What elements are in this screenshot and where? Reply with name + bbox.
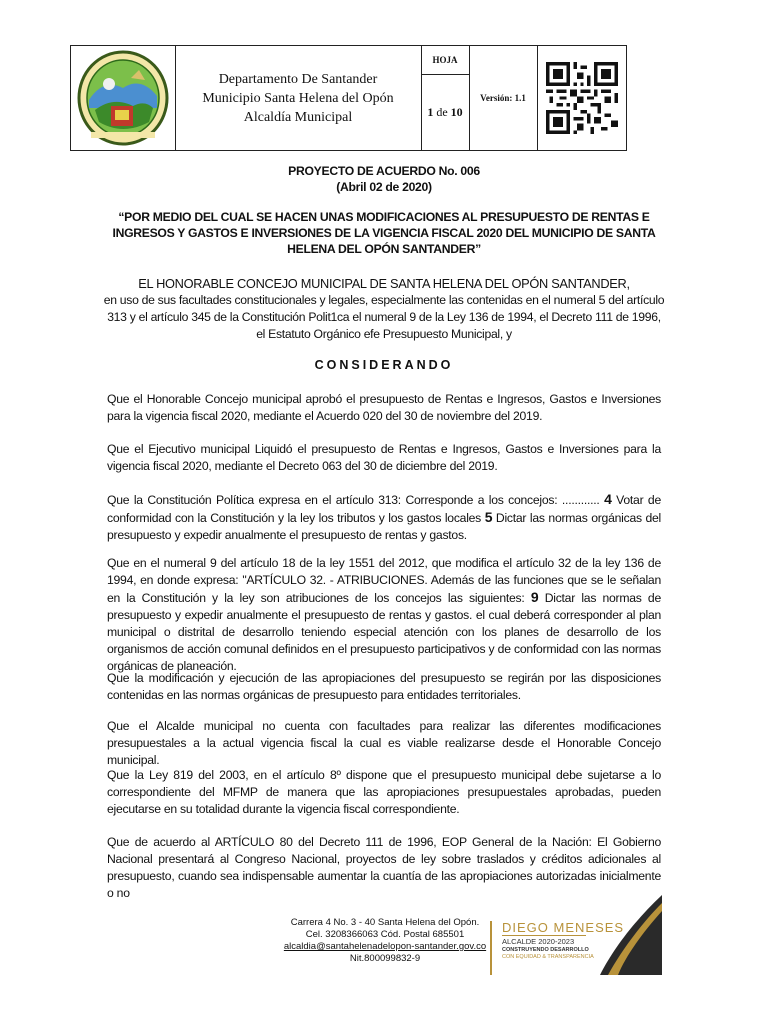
- sheet-label: HOJA: [421, 46, 469, 75]
- footer-address: Carrera 4 No. 3 - 40 Santa Helena del Opón.: [290, 917, 480, 928]
- paragraph-5: Que la modificación y ejecución de las apropiaciones del presupuesto se regirán por las disposiciones contenidas en las normas orgánicas de presupuesto para entidades territoriales.: [107, 671, 661, 702]
- paragraph-7: Que la Ley 819 del 2003, en el artículo 8º dispone que el presupuesto municipal debe sujetarse a lo correspondiente del MFMP de manera que las apropiaciones presupuestales aprobadas, pueden ejecutarse en su totalidad durante la vigencia fiscal correspondiente.: [107, 768, 661, 816]
- page-indicator: [421, 74, 469, 150]
- municipal-seal-cell: [71, 46, 176, 150]
- paragraph-3-num-4: 4: [604, 491, 612, 507]
- paragraph-4: [107, 555, 661, 675]
- preamble-line-4: el Estatuto Orgánico efe Presupuesto Municipal, y: [256, 327, 512, 341]
- considerando-heading: CONSIDERANDO: [314, 358, 454, 372]
- paragraph-3-num-5: 5: [484, 509, 493, 525]
- page-of: de: [436, 104, 448, 119]
- paragraph-4-text-a: Que en el numeral 9 del artículo 18 de la ley 1551 del 2012, que modifica el artículo 32 de la ley 136 de 1994, en donde expresa: "ARTÍCULO 32. - ATRIBUCIONES. Además de las funciones que se le señalan en la Constitución y la ley son atribuciones de los concejos las siguientes:: [107, 556, 661, 605]
- header-office: Alcaldía Municipal: [243, 109, 353, 125]
- paragraph-1: Que el Honorable Concejo municipal aprobó el presupuesto de Rentas e Ingresos, Gastos e Inversiones para la vigencia fiscal 2020, mediante el Acuerdo 020 del 30 de noviembre del 2019.: [107, 392, 661, 423]
- municipal-seal-icon: [73, 48, 173, 148]
- paragraph-8: Que de acuerdo al ARTÍCULO 80 del Decreto 111 de 1996, EOP General de la Nación: El Gobierno Nacional presentará al Congreso Nacional, proyectos de ley sobre traslados y créditos adicionales al presupuesto, cuando sea indispensable aumentar la cuantía de las apropiaciones autorizadas inicialmente o no: [107, 835, 661, 900]
- paragraph-3-text-a: Que la Constitución Política expresa en el artículo 313: Corresponde a los concejos: ............: [107, 493, 605, 507]
- header-title-cell: [175, 46, 422, 150]
- footer-phone: Cel. 3208366063 Cód. Postal 685501: [305, 929, 465, 940]
- preamble-council: EL HONORABLE CONCEJO MUNICIPAL DE SANTA HELENA DEL OPÓN SANTANDER,: [138, 276, 630, 291]
- footer-nit: Nit.800099832-9: [349, 953, 421, 964]
- project-number: PROYECTO DE ACUERDO No. 006: [288, 164, 480, 178]
- version-cell: [469, 46, 538, 150]
- sheet-cell: [421, 46, 470, 150]
- page-total: 10: [450, 104, 463, 119]
- paragraph-3: [107, 491, 661, 544]
- qr-code-icon: [546, 62, 618, 134]
- page-number: 1: [427, 104, 434, 119]
- paragraph-4-text-b: Dictar las normas de presupuesto y expedir anualmente el presupuesto de rentas y gastos. el cual deberá corresponder al plan municipal o distrital de desarrollo teniendo especial atención con los planes de desarrollo de los organismos de acción comunal definidos en el presupuesto participativos y de conformidad con las normas orgánicas de planeación.: [107, 591, 661, 673]
- brand-divider: [502, 935, 586, 936]
- heading-line-3: HELENA DEL OPÓN SANTANDER”: [287, 242, 481, 256]
- paragraph-3-text-c: Dictar las normas orgánicas del presupuesto y expedir anualmente el presupuesto de rentas y gastos.: [107, 511, 661, 542]
- qr-cell: [537, 46, 627, 150]
- heading-line-2: INGRESOS Y GASTOS E INVERSIONES DE LA VIGENCIA FISCAL 2020 DEL MUNICIPIO DE SANTA: [112, 226, 656, 240]
- preamble-line-3: 313 y el artículo 345 de la Constitución Polit1ca el numeral 9 de la Ley 136 de 1994, el Decreto 111 de 1996,: [107, 310, 661, 324]
- paragraph-2: Que el Ejecutivo municipal Liquidó el presupuesto de Rentas e Ingresos, Gastos e Inversiones para la vigencia fiscal 2020, mediante el Decreto 063 del 30 de diciembre del 2019.: [107, 442, 661, 473]
- paragraph-4-num-9: 9: [530, 589, 539, 605]
- project-date: (Abril 02 de 2020): [336, 180, 432, 194]
- header-municipality: Municipio Santa Helena del Opón: [202, 90, 394, 106]
- footer-contact: [275, 917, 495, 965]
- brand-term: ALCALDE 2020-2023: [502, 937, 575, 946]
- heading-line-1: “POR MEDIO DEL CUAL SE HACEN UNAS MODIFICACIONES AL PRESUPUESTO DE RENTAS E: [118, 210, 650, 224]
- version-label: Versión: 1.1: [480, 93, 526, 103]
- footer-email-link[interactable]: alcaldia@santahelenadelopon-santander.gov.co: [283, 941, 487, 952]
- brand-slogan-2: CON EQUIDAD & TRANSPARENCIA: [502, 954, 594, 960]
- document-header-table: [70, 45, 627, 151]
- paragraph-3-text-b: Votar de conformidad con la Constitución y la ley los tributos y los gastos locales: [107, 493, 661, 525]
- preamble-line-2: en uso de sus facultades constitucionales y legales, especialmente las contenidas en el numeral 5 del artículo: [103, 293, 665, 307]
- mayor-brand-logo: [490, 895, 662, 975]
- header-department: Departamento De Santander: [218, 71, 378, 87]
- brand-name: DIEGO MENESES: [502, 920, 625, 935]
- paragraph-6: Que el Alcalde municipal no cuenta con facultades para realizar las diferentes modificaciones presupuestales a la actual vigencia fiscal la cual es viable realizarse desde el Honorable Concejo municipal.: [107, 719, 661, 767]
- brand-slogan-1: CONSTRUYENDO DESARROLLO: [502, 947, 589, 953]
